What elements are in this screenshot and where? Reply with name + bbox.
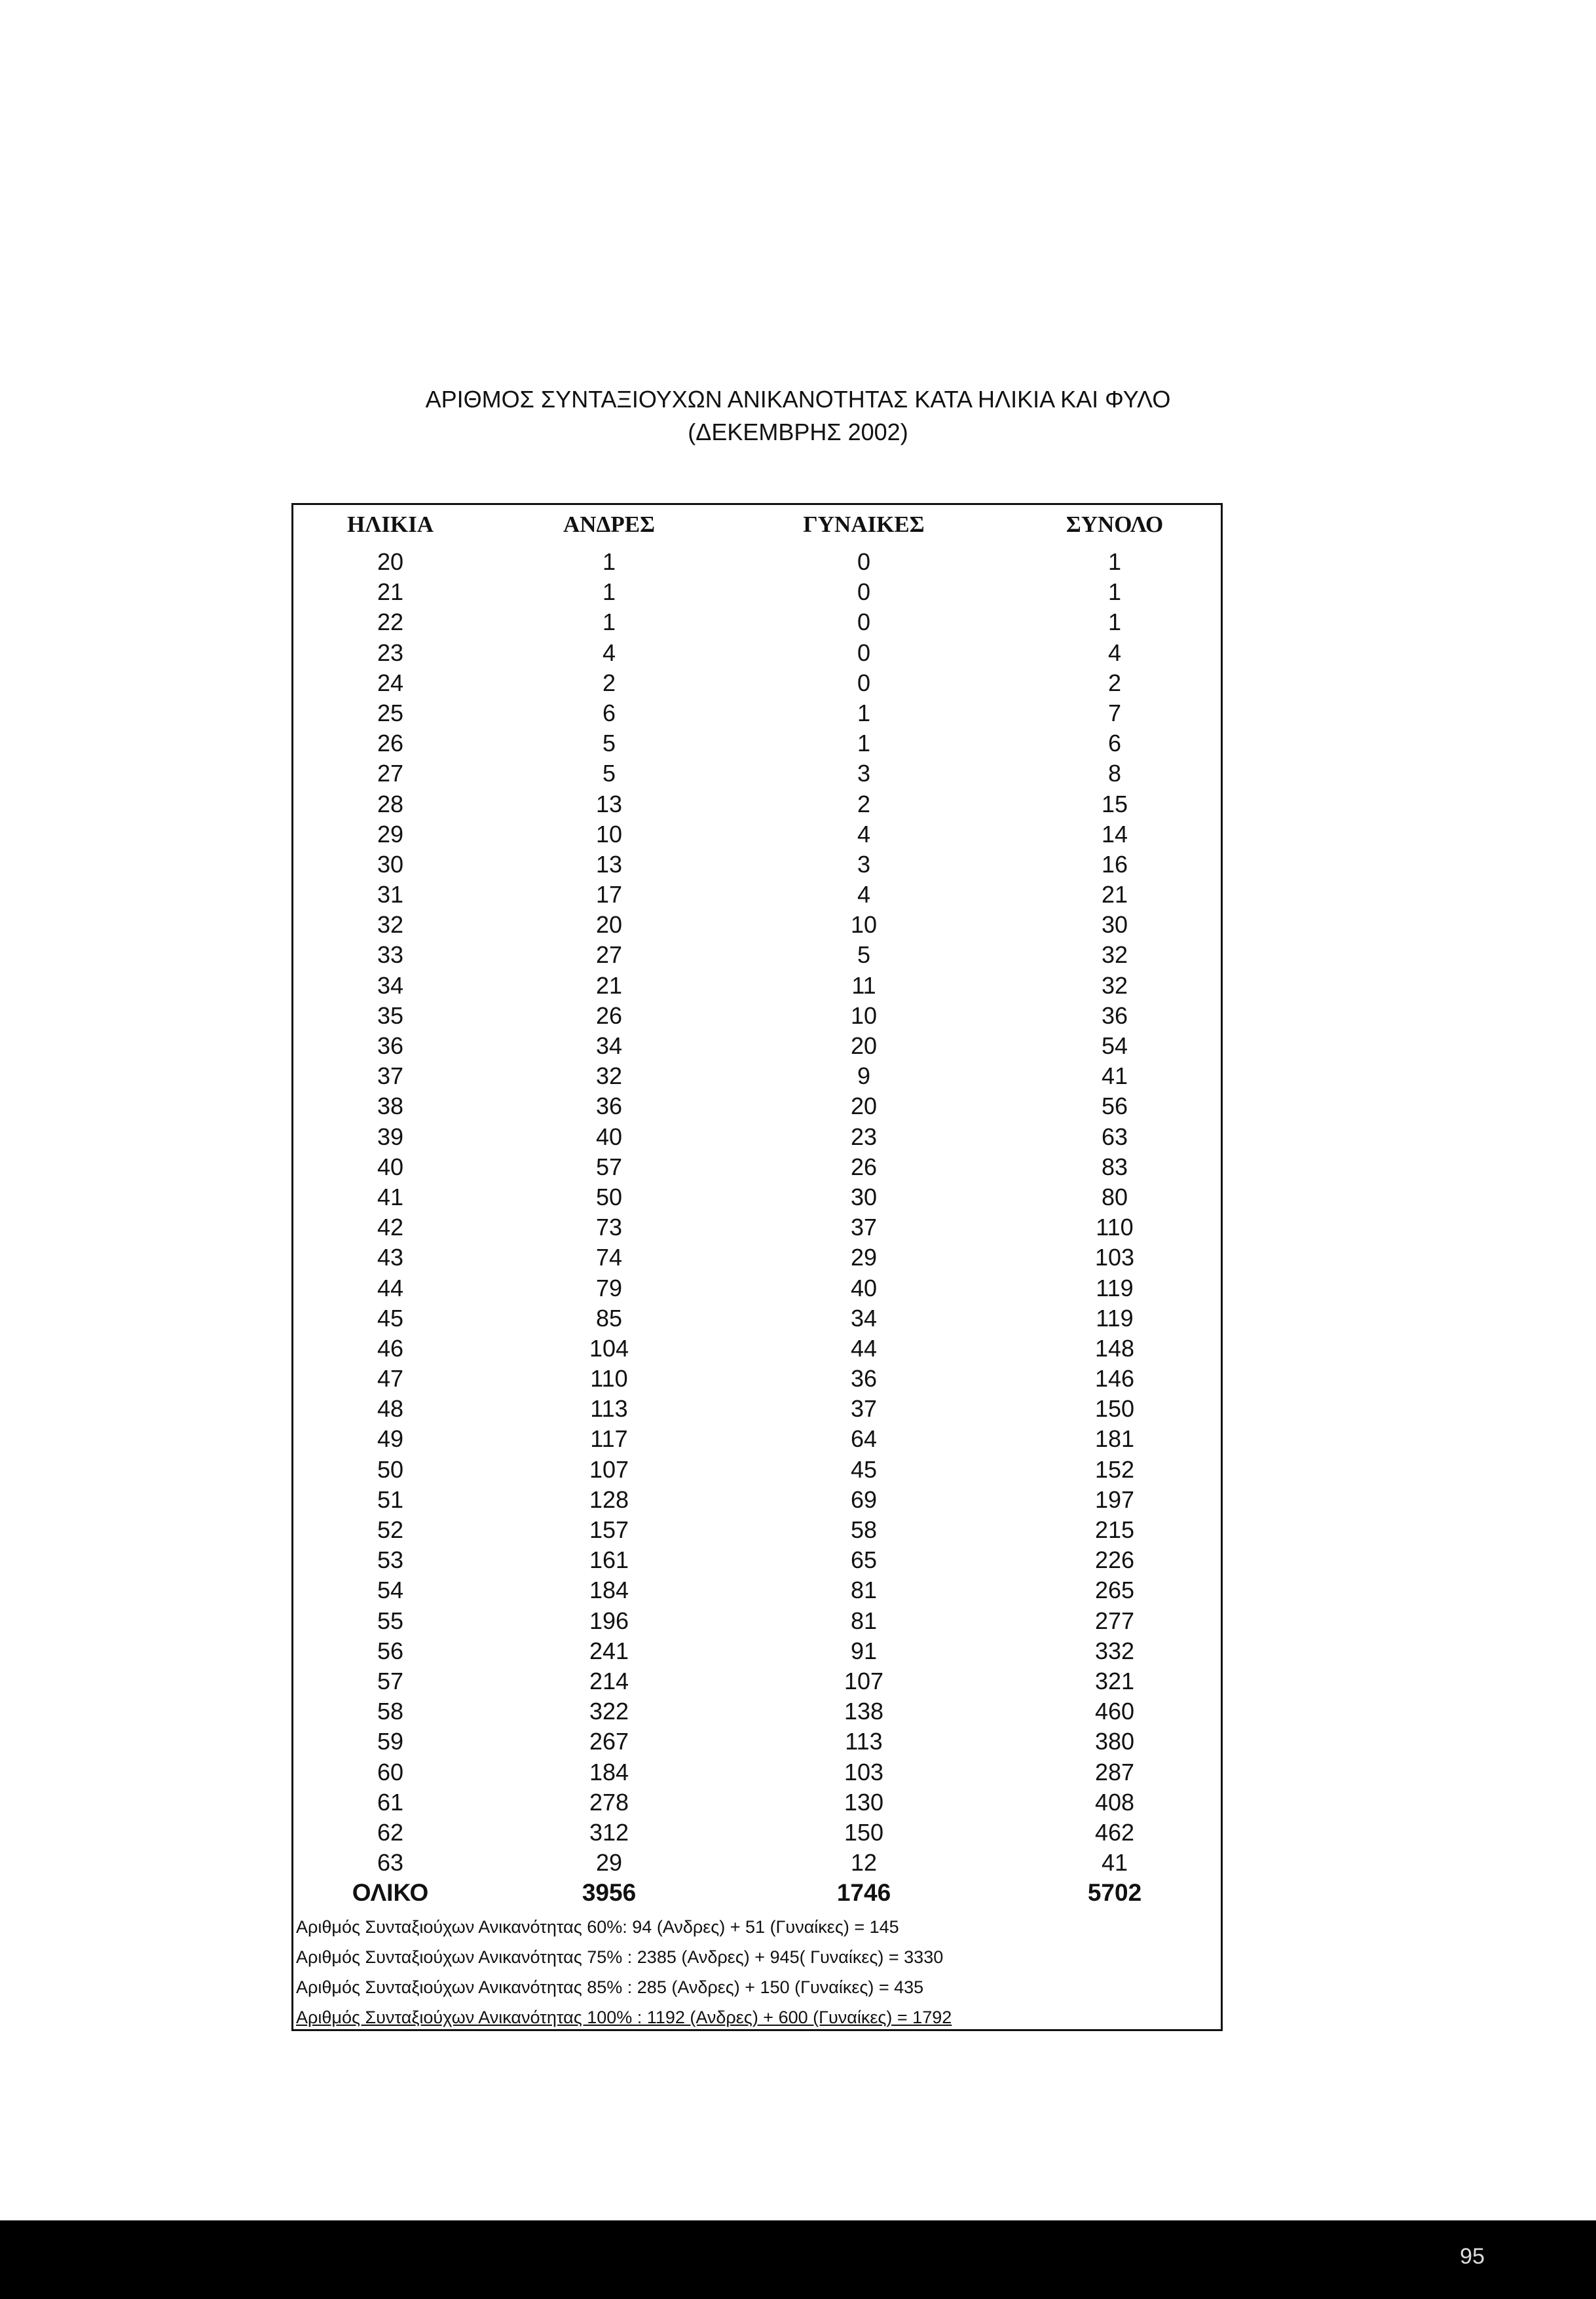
table-row (293, 1757, 1221, 1787)
table-row (293, 1303, 1221, 1334)
table-row (293, 1787, 1221, 1818)
men-cell: 1 (602, 548, 616, 575)
women-cell: 30 (850, 1183, 878, 1210)
women-cell: 40 (850, 1274, 878, 1301)
men-cell: 34 (595, 1032, 623, 1059)
women-cell: 138 (844, 1698, 884, 1725)
women-cell: 0 (857, 548, 871, 575)
age-cell: 40 (377, 1153, 404, 1180)
total-cell: 321 (1094, 1667, 1135, 1694)
men-cell: 184 (589, 1577, 629, 1604)
table-row (293, 1001, 1221, 1031)
header-total: ΣΥΝΟΛΟ (1066, 512, 1164, 537)
table-row (293, 1485, 1221, 1515)
age-cell: 39 (377, 1123, 404, 1150)
table-row (293, 1152, 1221, 1182)
table-row (293, 1848, 1221, 1878)
age-cell: 62 (377, 1818, 404, 1846)
women-cell: 37 (850, 1395, 878, 1423)
total-cell: 148 (1094, 1334, 1135, 1362)
age-cell: 20 (377, 548, 404, 575)
age-cell: 32 (377, 911, 404, 939)
total-cell: 56 (1101, 1093, 1128, 1120)
total-cell: 1 (1107, 548, 1122, 575)
total-cell: 181 (1094, 1425, 1135, 1453)
women-cell: 9 (857, 1062, 871, 1090)
women-cell: 45 (850, 1455, 878, 1483)
age-cell: 21 (377, 578, 404, 606)
women-cell: 0 (857, 578, 871, 606)
total-cell: 460 (1094, 1698, 1135, 1725)
total-cell: 7 (1107, 699, 1122, 726)
total-cell: 226 (1094, 1546, 1135, 1574)
women-cell: 81 (850, 1577, 878, 1604)
men-cell: 85 (595, 1304, 623, 1332)
women-cell: 1 (857, 730, 871, 757)
total-cell: 30 (1101, 911, 1128, 939)
total-cell: 83 (1101, 1153, 1128, 1180)
women-cell: 113 (845, 1728, 883, 1755)
table-row (293, 789, 1221, 819)
women-cell: 58 (850, 1516, 878, 1543)
total-cell: 110 (1096, 1214, 1134, 1241)
total-cell: 197 (1094, 1486, 1135, 1513)
women-cell: 107 (844, 1667, 884, 1694)
table-row (293, 1091, 1221, 1121)
table-row (293, 1727, 1221, 1757)
total-cell: 2 (1107, 669, 1122, 696)
total-cell: 6 (1107, 730, 1122, 757)
age-cell: 25 (377, 699, 404, 726)
men-cell: 74 (595, 1244, 623, 1271)
age-cell: 35 (377, 1001, 404, 1029)
men-cell: 1 (602, 608, 616, 636)
table-row (293, 1273, 1221, 1303)
table-row (293, 1243, 1221, 1273)
total-cell: 14 (1101, 820, 1128, 848)
men-cell: 29 (595, 1849, 623, 1877)
age-cell: 37 (377, 1062, 404, 1090)
age-cell: 44 (377, 1274, 404, 1301)
women-cell: 1 (857, 699, 871, 726)
age-cell: 48 (377, 1395, 404, 1423)
age-cell: 33 (377, 941, 404, 969)
age-cell: 24 (377, 669, 404, 696)
table-row (293, 910, 1221, 940)
header-women: ΓΥΝΑΙΚΕΣ (803, 512, 925, 537)
age-cell: 57 (377, 1667, 404, 1694)
age-cell: 42 (377, 1214, 404, 1241)
total-age-cell: ΟΛΙΚΟ (352, 1879, 429, 1907)
men-cell: 161 (589, 1546, 629, 1574)
table-row (293, 1455, 1221, 1485)
men-cell: 10 (595, 820, 623, 848)
age-cell: 27 (377, 760, 404, 787)
total-cell: 32 (1101, 941, 1128, 969)
men-cell: 6 (602, 699, 616, 726)
table-row (293, 1636, 1221, 1666)
men-cell: 57 (595, 1153, 623, 1180)
total-cell: 119 (1096, 1274, 1134, 1301)
pensioners-table (291, 503, 1223, 2031)
women-cell: 0 (857, 669, 871, 696)
age-cell: 59 (377, 1728, 404, 1755)
table-row (293, 1515, 1221, 1545)
age-cell: 47 (377, 1365, 404, 1392)
table-row (293, 638, 1221, 668)
men-cell: 2 (602, 669, 616, 696)
men-cell: 20 (595, 911, 623, 939)
men-cell: 32 (595, 1062, 623, 1090)
men-cell: 312 (589, 1818, 629, 1846)
table-row (293, 1545, 1221, 1575)
age-cell: 51 (377, 1486, 404, 1513)
men-cell: 5 (602, 760, 616, 787)
men-cell: 40 (595, 1123, 623, 1150)
age-cell: 29 (377, 820, 404, 848)
total-cell: 103 (1094, 1244, 1135, 1271)
women-cell: 69 (850, 1486, 878, 1513)
women-cell: 65 (850, 1546, 878, 1574)
men-cell: 113 (590, 1395, 628, 1423)
men-cell: 1 (602, 578, 616, 606)
men-cell: 79 (595, 1274, 623, 1301)
total-total-cell: 5702 (1087, 1879, 1142, 1907)
age-cell: 38 (377, 1093, 404, 1120)
women-cell: 4 (857, 820, 871, 848)
table-row (293, 1666, 1221, 1696)
age-cell: 46 (377, 1334, 404, 1362)
age-cell: 52 (377, 1516, 404, 1543)
men-cell: 107 (589, 1455, 629, 1483)
men-cell: 50 (595, 1183, 623, 1210)
women-cell: 0 (857, 639, 871, 666)
total-cell: 332 (1094, 1637, 1135, 1664)
total-cell: 380 (1094, 1728, 1135, 1755)
men-cell: 214 (589, 1667, 629, 1694)
men-cell: 184 (589, 1758, 629, 1785)
table-row (293, 1696, 1221, 1727)
table-row (293, 1364, 1221, 1394)
table-row (293, 1031, 1221, 1061)
table-row (293, 1394, 1221, 1424)
table-header-row (293, 505, 1221, 544)
age-cell: 50 (377, 1455, 404, 1483)
women-cell: 64 (850, 1425, 878, 1453)
total-row (293, 1878, 1221, 1908)
age-cell: 22 (377, 608, 404, 636)
total-cell: 36 (1101, 1001, 1128, 1029)
table-row (293, 1122, 1221, 1152)
women-cell: 0 (857, 608, 871, 636)
table-row (293, 547, 1221, 577)
men-cell: 4 (602, 639, 616, 666)
men-cell: 117 (590, 1425, 628, 1453)
men-cell: 36 (595, 1093, 623, 1120)
age-cell: 36 (377, 1032, 404, 1059)
table-row (293, 728, 1221, 758)
men-cell: 110 (590, 1365, 628, 1392)
table-row (293, 1061, 1221, 1091)
age-cell: 49 (377, 1425, 404, 1453)
age-cell: 30 (377, 850, 404, 878)
age-cell: 23 (377, 639, 404, 666)
total-cell: 41 (1101, 1062, 1128, 1090)
total-cell: 265 (1094, 1577, 1135, 1604)
table-row (293, 880, 1221, 910)
men-cell: 13 (595, 850, 623, 878)
men-cell: 157 (589, 1516, 629, 1543)
document-title (0, 383, 1596, 449)
women-cell: 37 (850, 1214, 878, 1241)
age-cell: 45 (377, 1304, 404, 1332)
table-row (293, 850, 1221, 880)
footer-bar (0, 2220, 1596, 2299)
total-cell: 8 (1107, 760, 1122, 787)
total-cell: 119 (1096, 1304, 1134, 1332)
women-cell: 2 (857, 790, 871, 817)
men-cell: 322 (589, 1698, 629, 1725)
table-row (293, 1606, 1221, 1636)
total-cell: 54 (1101, 1032, 1128, 1059)
age-cell: 43 (377, 1244, 404, 1271)
table-row (293, 1424, 1221, 1454)
table-row (293, 607, 1221, 637)
age-cell: 28 (377, 790, 404, 817)
header-men: ΑΝΔΡΕΣ (563, 512, 656, 537)
table-row (293, 940, 1221, 970)
women-cell: 11 (851, 971, 876, 999)
women-cell: 34 (850, 1304, 878, 1332)
age-cell: 58 (377, 1698, 404, 1725)
women-cell: 150 (844, 1818, 884, 1846)
men-cell: 104 (589, 1334, 629, 1362)
total-cell: 41 (1101, 1849, 1128, 1877)
age-cell: 63 (377, 1849, 404, 1877)
total-women-cell: 1746 (836, 1879, 891, 1907)
age-cell: 34 (377, 971, 404, 999)
men-cell: 21 (595, 971, 623, 999)
women-cell: 36 (850, 1365, 878, 1392)
men-cell: 128 (589, 1486, 629, 1513)
women-cell: 20 (850, 1093, 878, 1120)
women-cell: 3 (857, 760, 871, 787)
note-line: Αριθμός Συνταξιούχων Ανικανότητας 60%: 94 (Ανδρες) + 51 (Γυναίκες) = 145 (296, 1917, 899, 1937)
total-cell: 4 (1107, 639, 1122, 666)
page-number: 95 (1460, 2244, 1485, 2269)
men-cell: 73 (595, 1214, 623, 1241)
total-cell: 15 (1101, 790, 1128, 817)
total-cell: 277 (1094, 1607, 1135, 1634)
women-cell: 26 (850, 1153, 878, 1180)
table-row (293, 971, 1221, 1001)
women-cell: 10 (850, 1001, 878, 1029)
age-cell: 26 (377, 730, 404, 757)
total-cell: 287 (1094, 1758, 1135, 1785)
women-cell: 10 (850, 911, 878, 939)
note-line: Αριθμός Συνταξιούχων Ανικανότητας 100% : 1192 (Ανδρες) + 600 (Γυναίκες) = 1792 (296, 2008, 952, 2027)
age-cell: 54 (377, 1577, 404, 1604)
age-cell: 31 (377, 881, 404, 908)
women-cell: 3 (857, 850, 871, 878)
men-cell: 17 (595, 881, 623, 908)
women-cell: 12 (850, 1849, 878, 1877)
age-cell: 61 (377, 1788, 404, 1816)
total-cell: 215 (1094, 1516, 1135, 1543)
total-cell: 1 (1107, 608, 1122, 636)
total-cell: 63 (1101, 1123, 1128, 1150)
age-cell: 53 (377, 1546, 404, 1574)
men-cell: 26 (595, 1001, 623, 1029)
men-cell: 241 (589, 1637, 629, 1664)
table-row (293, 1334, 1221, 1364)
women-cell: 5 (857, 941, 871, 969)
total-cell: 146 (1094, 1365, 1135, 1392)
total-cell: 150 (1094, 1395, 1135, 1423)
table-row (293, 668, 1221, 698)
age-cell: 56 (377, 1637, 404, 1664)
men-cell: 267 (589, 1728, 629, 1755)
women-cell: 23 (850, 1123, 878, 1150)
men-cell: 5 (602, 730, 616, 757)
total-cell: 1 (1107, 578, 1122, 606)
age-cell: 55 (377, 1607, 404, 1634)
table-row (293, 819, 1221, 850)
women-cell: 29 (850, 1244, 878, 1271)
men-cell: 278 (589, 1788, 629, 1816)
title-line-2: (ΔΕΚΕΜΒΡΗΣ 2002) (688, 419, 908, 445)
age-cell: 41 (377, 1183, 404, 1210)
table-row (293, 698, 1221, 728)
women-cell: 103 (844, 1758, 884, 1785)
table-body (293, 547, 1221, 1908)
total-cell: 16 (1101, 850, 1128, 878)
total-cell: 32 (1101, 971, 1128, 999)
total-cell: 152 (1094, 1455, 1135, 1483)
title-line-1: ΑΡΙΘΜΟΣ ΣΥΝΤΑΞΙΟΥΧΩΝ ΑΝΙΚΑΝΟΤΗΤΑΣ ΚΑΤΑ ΗΛΙΚΙΑ ΚΑΙ ΦΥΛΟ (425, 386, 1171, 413)
age-cell: 60 (377, 1758, 404, 1785)
table-row (293, 1818, 1221, 1848)
women-cell: 81 (850, 1607, 878, 1634)
men-cell: 196 (589, 1607, 629, 1634)
table-row (293, 577, 1221, 607)
notes-section (293, 1912, 1221, 2032)
men-cell: 27 (595, 941, 623, 969)
note-line: Αριθμός Συνταξιούχων Ανικανότητας 75% : 2385 (Ανδρες) + 945( Γυναίκες) = 3330 (296, 1947, 944, 1967)
women-cell: 91 (850, 1637, 878, 1664)
table-row (293, 1575, 1221, 1605)
total-men-cell: 3956 (582, 1879, 637, 1907)
note-line: Αριθμός Συνταξιούχων Ανικανότητας 85% : 285 (Ανδρες) + 150 (Γυναίκες) = 435 (296, 1977, 924, 1997)
women-cell: 20 (850, 1032, 878, 1059)
men-cell: 13 (595, 790, 623, 817)
total-cell: 21 (1101, 881, 1128, 908)
total-cell: 408 (1094, 1788, 1135, 1816)
total-cell: 462 (1094, 1818, 1135, 1846)
table-row (293, 1182, 1221, 1212)
women-cell: 130 (844, 1788, 884, 1816)
table-row (293, 758, 1221, 789)
header-age: ΗΛΙΚΙΑ (346, 512, 434, 537)
table-row (293, 1212, 1221, 1243)
women-cell: 44 (850, 1334, 878, 1362)
total-cell: 80 (1101, 1183, 1128, 1210)
women-cell: 4 (857, 881, 871, 908)
